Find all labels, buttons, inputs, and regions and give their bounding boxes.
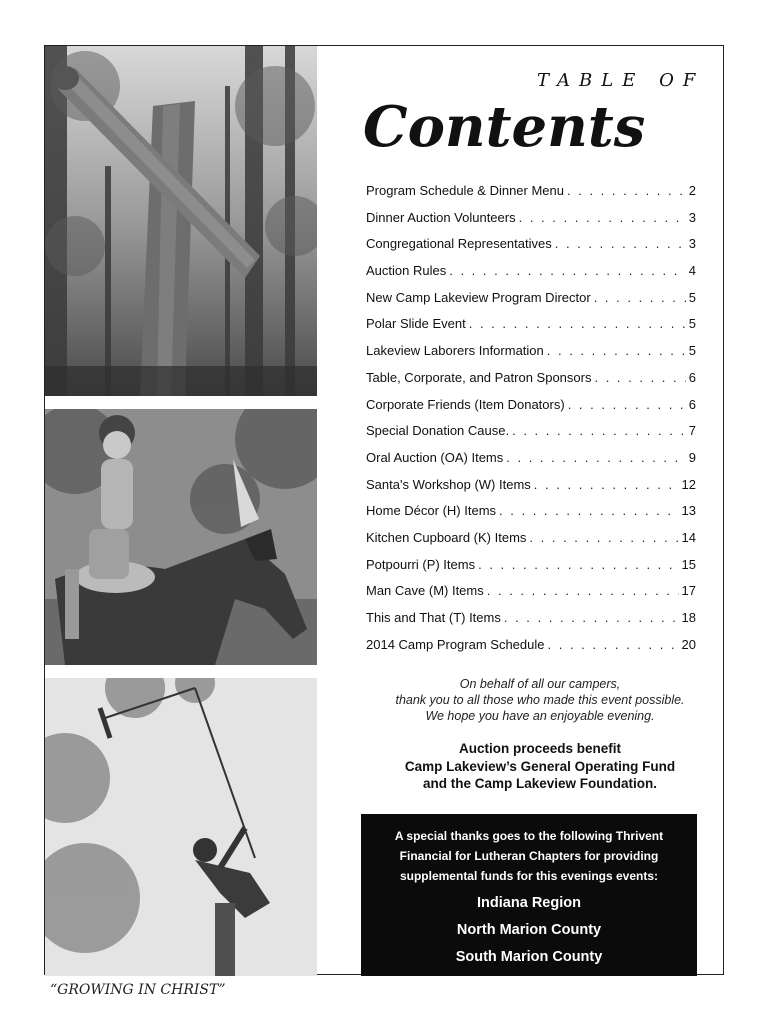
page-frame [44, 45, 724, 975]
toc-entry-page: 13 [679, 498, 696, 525]
toc-leader-dots [568, 392, 686, 419]
chapter-name: North Marion County [456, 922, 602, 938]
toc-leader-dots [487, 578, 679, 605]
toc-entry [366, 205, 696, 232]
toc-entry-page: 2 [686, 178, 696, 205]
benefit-line-1: Auction proceeds benefit [458, 741, 622, 756]
toc-entry-label: 2014 Camp Program Schedule [366, 632, 548, 659]
thanks-line-1: On behalf of all our campers, [459, 677, 621, 691]
sponsor-chapters [361, 890, 697, 971]
toc-list [366, 178, 696, 658]
toc-entry-label: Program Schedule & Dinner Menu [366, 178, 567, 205]
horse-photo [45, 409, 317, 665]
toc-entry-label: Lakeview Laborers Information [366, 338, 547, 365]
toc-entry-page: 12 [679, 472, 696, 499]
benefit-statement [345, 740, 735, 793]
sponsor-box [361, 814, 697, 976]
toc-leader-dots [529, 525, 678, 552]
sponsor-intro-line-1: A special thanks goes to the following Thrivent [394, 829, 664, 843]
thanks-message [345, 676, 735, 724]
chapter-name: South Marion County [455, 949, 603, 965]
toc-entry-label: Home Décor (H) Items [366, 498, 499, 525]
toc-entry-label: Man Cave (M) Items [366, 578, 487, 605]
sponsor-intro [361, 826, 697, 886]
toc-entry-page: 18 [679, 605, 696, 632]
toc-entry-page: 5 [686, 338, 696, 365]
toc-leader-dots [504, 605, 679, 632]
toc-entry-label: Kitchen Cupboard (K) Items [366, 525, 529, 552]
sponsor-intro-line-2: Financial for Lutheran Chapters for providing [399, 849, 659, 863]
toc-entry [366, 338, 696, 365]
toc-leader-dots [478, 552, 678, 579]
toc-title: Contents [363, 94, 646, 160]
toc-entry-label: This and That (T) Items [366, 605, 504, 632]
toc-leader-dots [548, 632, 679, 659]
toc-entry-label: Auction Rules [366, 258, 449, 285]
toc-entry-label: Corporate Friends (Item Donators) [366, 392, 568, 419]
toc-leader-dots [594, 365, 685, 392]
toc-entry-label: Special Donation Cause. [366, 418, 512, 445]
toc-entry-page: 14 [679, 525, 696, 552]
toc-entry-label: Polar Slide Event [366, 311, 469, 338]
toc-entry-page: 6 [686, 365, 696, 392]
toc-entry [366, 605, 696, 632]
toc-leader-dots [567, 178, 686, 205]
toc-entry-label: New Camp Lakeview Program Director [366, 285, 594, 312]
toc-leader-dots [555, 231, 686, 258]
toc-leader-dots [519, 205, 686, 232]
toc-entry-page: 15 [679, 552, 696, 579]
toc-leader-dots [449, 258, 686, 285]
toc-entry [366, 311, 696, 338]
toc-entry-page: 3 [686, 205, 696, 232]
toc-entry-page: 17 [679, 578, 696, 605]
toc-entry-label: Table, Corporate, and Patron Sponsors [366, 365, 594, 392]
benefit-line-2: Camp Lakeview’s General Operating Fund [404, 758, 676, 774]
toc-entry-label: Potpourri (P) Items [366, 552, 478, 579]
toc-entry [366, 285, 696, 312]
toc-kicker: TABLE OF [537, 70, 705, 91]
benefit-line-3: and the Camp Lakeview Foundation. [422, 776, 658, 791]
thanks-line-3: We hope you have an enjoyable evening. [425, 709, 655, 723]
toc-entry [366, 365, 696, 392]
toc-leader-dots [547, 338, 686, 365]
toc-entry [366, 418, 696, 445]
toc-entry-page: 5 [686, 285, 696, 312]
toc-entry [366, 632, 696, 659]
toc-leader-dots [469, 311, 686, 338]
toc-entry-page: 3 [686, 231, 696, 258]
toc-leader-dots [506, 445, 686, 472]
toc-leader-dots [499, 498, 679, 525]
climbing-photo [45, 678, 317, 976]
toc-entry [366, 178, 696, 205]
toc-entry-label: Dinner Auction Volunteers [366, 205, 519, 232]
toc-leader-dots [534, 472, 679, 499]
toc-entry-page: 5 [686, 311, 696, 338]
toc-entry [366, 392, 696, 419]
sponsor-intro-line-3: supplemental funds for this evenings events: [399, 869, 659, 883]
toc-entry [366, 445, 696, 472]
toc-leader-dots [512, 418, 686, 445]
toc-entry-page: 9 [686, 445, 696, 472]
cross-photo [45, 46, 317, 396]
toc-entry [366, 472, 696, 499]
toc-entry-page: 7 [686, 418, 696, 445]
toc-leader-dots [594, 285, 686, 312]
toc-entry-label: Congregational Representatives [366, 231, 555, 258]
toc-entry [366, 258, 696, 285]
toc-entry [366, 525, 696, 552]
thanks-line-2: thank you to all those who made this event possible. [395, 693, 685, 707]
toc-entry [366, 231, 696, 258]
toc-entry [366, 578, 696, 605]
toc-entry [366, 498, 696, 525]
chapter-name: Indiana Region [477, 895, 581, 911]
toc-entry-page: 4 [686, 258, 696, 285]
toc-entry-page: 20 [679, 632, 696, 659]
toc-entry [366, 552, 696, 579]
toc-entry-page: 6 [686, 392, 696, 419]
toc-entry-label: Oral Auction (OA) Items [366, 445, 506, 472]
toc-entry-label: Santa's Workshop (W) Items [366, 472, 534, 499]
tagline: “GROWING IN CHRIST” [50, 982, 226, 998]
